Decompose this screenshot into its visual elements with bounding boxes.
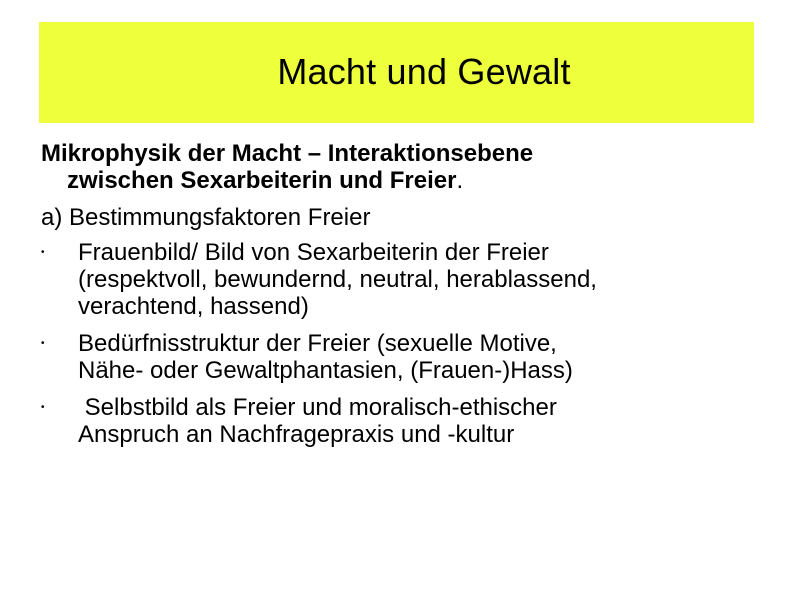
heading-line-2-bold: zwischen Sexarbeiterin und Freier bbox=[67, 167, 457, 194]
list-item bbox=[41, 239, 761, 320]
subheading: a) Bestimmungsfaktoren Freier bbox=[41, 204, 371, 231]
title-banner bbox=[39, 22, 754, 123]
bullet-text-line: Anspruch an Nachfragepraxis und -kultur bbox=[78, 421, 515, 448]
bullet-icon: • bbox=[41, 402, 45, 413]
bullet-text-line: Bedürfnisstruktur der Freier (sexuelle Motive, bbox=[78, 330, 557, 357]
bullet-text-line: (respektvoll, bewundernd, neutral, herablassend, bbox=[78, 266, 597, 293]
bullet-text-line: Frauenbild/ Bild von Sexarbeiterin der Freier bbox=[78, 239, 549, 266]
slide-content bbox=[41, 140, 761, 458]
heading-line-2-tail: . bbox=[456, 167, 464, 194]
slide-title: Macht und Gewalt bbox=[277, 50, 571, 92]
bullet-text-line: verachtend, hassend) bbox=[78, 293, 309, 320]
bullet-icon: • bbox=[41, 338, 45, 349]
bullet-icon: • bbox=[41, 247, 45, 258]
heading-line-2 bbox=[41, 167, 761, 194]
heading-line-1: Mikrophysik der Macht – Interaktionsebene bbox=[41, 140, 534, 167]
bullet-text-line: Nähe- oder Gewaltphantasien, (Frauen-)Hass) bbox=[78, 357, 573, 384]
list-item bbox=[41, 394, 761, 448]
bullet-list bbox=[41, 239, 761, 448]
section-heading bbox=[41, 140, 761, 194]
bullet-text-line: Selbstbild als Freier und moralisch-ethischer bbox=[78, 394, 557, 421]
list-item bbox=[41, 330, 761, 384]
